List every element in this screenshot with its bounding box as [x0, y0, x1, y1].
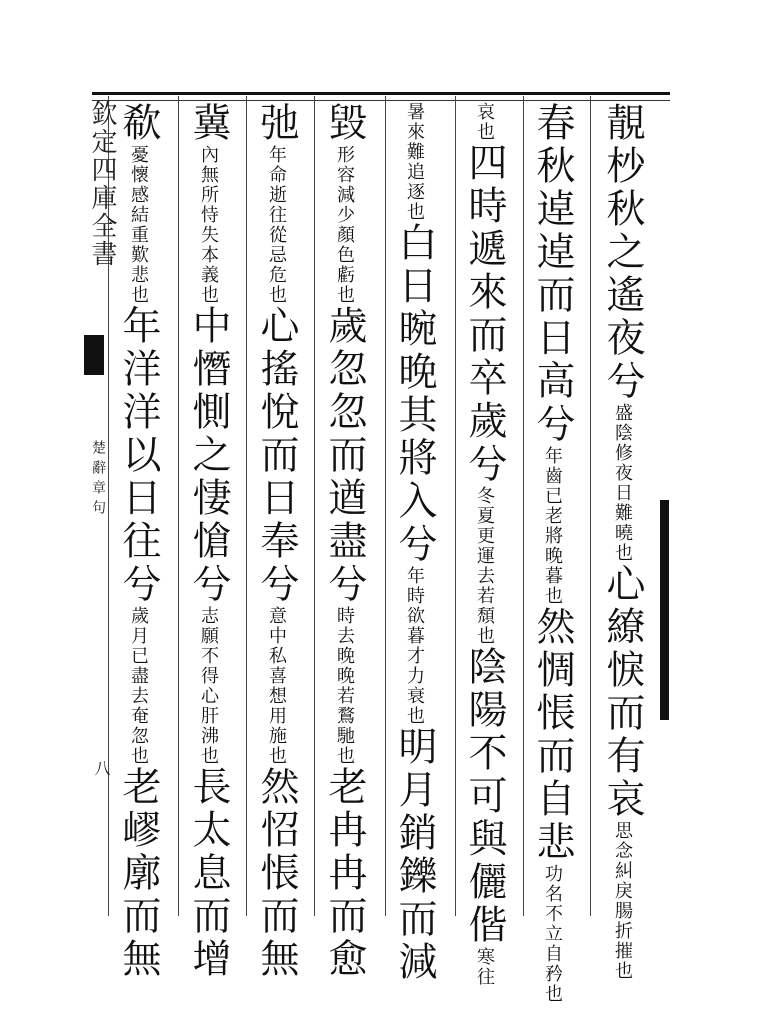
commentary-note: 哀也	[474, 102, 495, 142]
main-text: 弛	[254, 102, 299, 145]
commentary-note: 功名不立自矜也	[542, 864, 563, 1004]
column-divider	[455, 96, 456, 916]
main-text: 靚杪秋之遙夜兮	[600, 102, 645, 403]
main-text: 老冉冉而愈	[322, 766, 367, 981]
text-column-6	[254, 102, 298, 981]
gutter-section-label: 楚辭章句	[90, 440, 106, 520]
column-divider	[314, 96, 315, 916]
main-text: 四時遞來而卒歲兮	[462, 142, 507, 486]
commentary-note: 思念糾戾腸折摧也	[612, 821, 633, 981]
main-text: 毀	[322, 102, 367, 145]
column-divider	[178, 96, 179, 916]
main-text: 陰陽不可與儷偕	[462, 646, 507, 947]
main-text: 欷	[116, 102, 161, 145]
main-text: 心繚悷而有哀	[600, 563, 645, 821]
page-edge-shadow	[660, 500, 669, 720]
text-column-3	[462, 102, 506, 987]
main-text: 歲忽忽而遒盡兮	[322, 305, 367, 606]
main-text: 中憯惻之悽愴兮	[186, 305, 231, 606]
main-text: 冀	[186, 102, 231, 145]
main-text: 老嵺廓而無	[116, 766, 161, 981]
main-text: 明月銷鑠而減	[392, 726, 437, 984]
main-text: 然惆悵而自悲	[530, 606, 575, 864]
commentary-note: 歲月已盡去奄忽也	[128, 606, 149, 766]
column-divider	[385, 96, 386, 916]
commentary-note: 憂懷感結重歎悲也	[128, 145, 149, 305]
commentary-note: 志願不得心肝沸也	[198, 606, 219, 766]
commentary-note: 意中私喜想用施也	[266, 606, 287, 766]
commentary-note: 寒往	[474, 947, 495, 987]
text-column-7	[186, 102, 230, 981]
text-column-5	[322, 102, 366, 981]
commentary-note: 時去晚晚若鶩馳也	[334, 606, 355, 766]
main-text: 春秋逴逴而日高兮	[530, 102, 575, 446]
column-divider	[246, 96, 247, 916]
main-text: 長太息而增	[186, 766, 231, 981]
text-column-2	[530, 102, 574, 1004]
main-text: 然怊悵而無	[254, 766, 299, 981]
gutter-title: 欽定四庫全書	[87, 100, 117, 268]
text-column-8	[116, 102, 160, 981]
main-text: 白日晼晚其將入兮	[392, 222, 437, 566]
text-column-1	[600, 102, 644, 981]
fishtail-mark	[84, 335, 104, 375]
commentary-note: 冬夏更運去若頹也	[474, 486, 495, 646]
commentary-note: 形容減少顏色虧也	[334, 145, 355, 305]
top-border-rule	[92, 92, 670, 95]
commentary-note: 年齒已老將晚暮也	[542, 446, 563, 606]
column-divider	[523, 96, 524, 916]
main-text: 心搖悅而日奉兮	[254, 305, 299, 606]
commentary-note: 內無所恃失本義也	[198, 145, 219, 305]
text-column-4	[392, 102, 436, 984]
commentary-note: 年命逝往從忌危也	[266, 145, 287, 305]
main-text: 年洋洋以日往兮	[116, 305, 161, 606]
commentary-note: 年時欲暮才力衰也	[404, 566, 425, 726]
page-number: 八	[92, 760, 111, 776]
commentary-note: 盛陰修夜日難曉也	[612, 403, 633, 563]
commentary-note: 暑來難追逐也	[404, 102, 425, 222]
column-divider	[590, 96, 591, 916]
